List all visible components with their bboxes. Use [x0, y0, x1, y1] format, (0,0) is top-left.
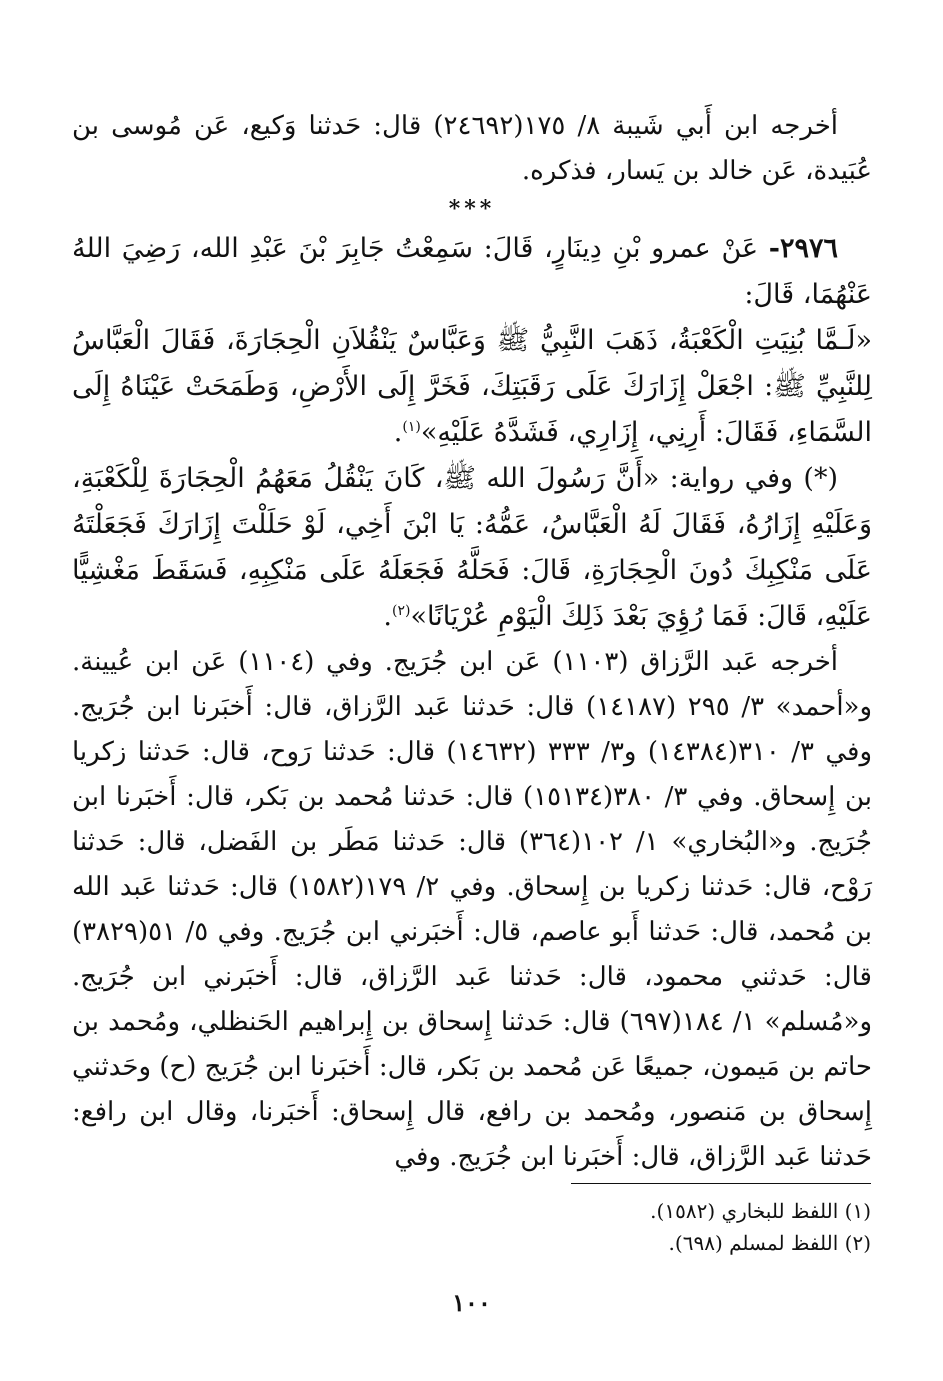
footnote-marker-2: (٢)	[392, 603, 411, 619]
riwaya-paragraph	[72, 456, 872, 640]
hadith-matn-end: .	[393, 417, 403, 448]
footnote-2: (٢) اللفظ لمسلم (٦٩٨).	[668, 1231, 871, 1255]
footnote-divider	[571, 1183, 871, 1184]
previous-takhrij-paragraph	[72, 104, 872, 194]
hadith-matn-paragraph	[72, 318, 872, 456]
section-separator: ***	[448, 196, 496, 222]
footnotes	[71, 1195, 871, 1259]
footnote-1: (١) اللفظ للبخاري (١٥٨٢).	[650, 1199, 871, 1223]
takhrij-paragraph	[72, 640, 872, 1180]
takhrij-text: أخرجه عَبد الرَّزاق (١١٠٣) عَن ابن جُرَيج. وفي (١١٠٤) عَن ابن عُيينة. و«أحمد» ٣/ ٢٩٥ (١٤١٨٧) قال: حَدثنا عَبد الرَّزاق، قال: أَخبَرنا ابن جُرَيج. وفي ٣/ ٣١٠(١٤٣٨٤) و٣/ ٣٣٣ (١٤٦٣٢) قال: حَدثنا رَوح، قال: حَدثنا زكريا بن إِسحاق. وفي ٣/ ٣٨٠(١٥١٣٤) قال: حَدثنا مُحمد بن بَكر، قال: أَخبَرنا ابن جُرَيج. و«البُخاري» ١/ ١٠٢(٣٦٤) قال: حَدثنا مَطَر بن الفَضل، قال: حَدثنا رَوْح، قال: حَدثنا زكريا بن إِسحاق. وفي ٢/ ١٧٩(١٥٨٢) قال: حَدثنا عَبد الله بن مُحمد، قال: حَدثنا أَبو عاصم، قال: أَخبَرني ابن جُرَيج. وفي ٥/ ٥١(٣٨٢٩) قال: حَدثني محمود، قال: حَدثنا عَبد الرَّزاق، قال: أَخبَرني ابن جُرَيج. و«مُسلم» ١/ ١٨٤(٦٩٧) قال: حَدثنا إِسحاق بن إِبراهيم الحَنظلي، ومُحمد بن حاتم بن مَيمون، جميعًا عَن مُحمد بن بَكر، قال: أَخبَرنا ابن جُرَيج (ح) وحَدثني إِسحاق بن مَنصور، ومُحمد بن رافع، قال إِسحاق: أَخبَرنا، وقال ابن رافع: حَدثنا عَبد الرَّزاق، قال: أَخبَرنا ابن جُرَيج. وفي	[72, 647, 873, 1172]
page-number: ١٠٠	[452, 1288, 491, 1317]
hadith-number: ٢٩٧٦-	[768, 233, 838, 264]
hadith-isnad-text: عَنْ عمرو بْنِ دِينَارٍ، قَالَ: سَمِعْتُ جَابِرَ بْنَ عَبْدِ الله، رَضِيَ اللهُ عَنْهُمَا، قَالَ:	[72, 233, 872, 310]
page-body	[72, 104, 872, 1180]
riwaya-end: .	[383, 601, 392, 632]
hadith-matn-text: «لَـمَّا بُنِيَتِ الْكَعْبَةُ، ذَهَبَ النَّبِيُّ ﷺ وَعَبَّاسٌ يَنْقُلاَنِ الْحِجَارَةَ، فَقَالَ الْعَبَّاسُ لِلنَّبِيِّ ﷺ: اجْعَلْ إِزَارَكَ عَلَى رَقَبَتِكَ، فَخَرَّ إِلَى الأَرْضِ، وَطَمَحَتْ عَيْنَاهُ إِلَى السَّمَاءِ، فَقَالَ: أَرِنِي، إِزَارِي، فَشَدَّهُ عَلَيْهِ»	[72, 325, 872, 448]
hadith-isnad-paragraph	[72, 226, 872, 318]
previous-takhrij-text: أخرجه ابن أَبي شَيبة ٨/ ١٧٥(٢٤٦٩٢) قال: حَدثنا وَكيع، عَن مُوسى بن عُبَيدة، عَن خالد بن يَسار، فذكره.	[72, 111, 872, 186]
riwaya-text: (*) وفي رواية: «أَنَّ رَسُولَ الله ﷺ، كَانَ يَنْقُلُ مَعَهُمُ الْحِجَارَةَ لِلْكَعْبَةِ، وَعَلَيْهِ إِزَارُهُ، فَقَالَ لَهُ الْعَبَّاسُ، عَمُّهُ: يَا ابْنَ أَخِي، لَوْ حَلَلْتَ إِزَارَكَ فَجَعَلْتَهُ عَلَى مَنْكِبِكَ دُونَ الْحِجَارَةِ، قَالَ: فَحَلَّهُ فَجَعَلَهُ عَلَى مَنْكِبِهِ، فَسَقَطَ مَغْشِيًّا عَلَيْهِ، قَالَ: فَمَا رُؤِيَ بَعْدَ ذَلِكَ الْيَوْمِ عُرْيَانًا»	[72, 463, 872, 632]
footnote-marker-1: (١)	[402, 419, 421, 435]
